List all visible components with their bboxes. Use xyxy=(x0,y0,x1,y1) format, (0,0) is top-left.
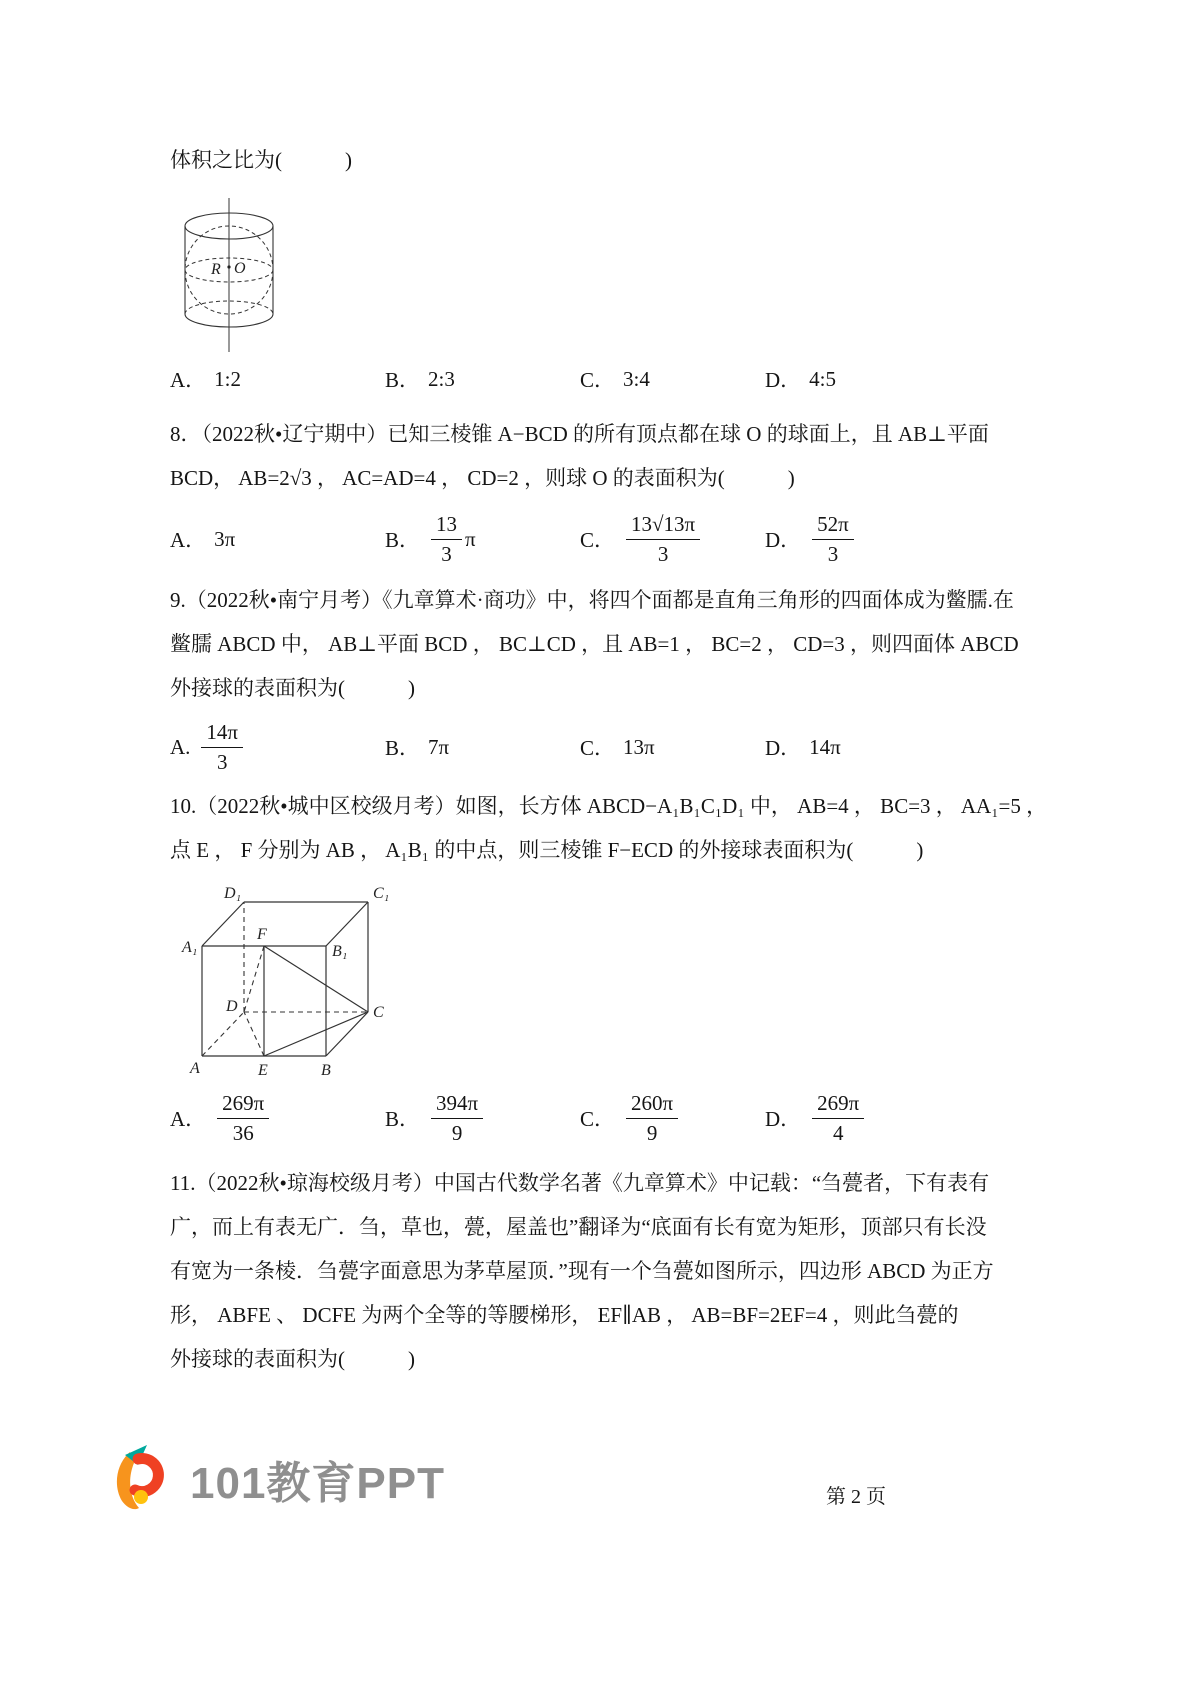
q10-option-a xyxy=(170,1090,385,1146)
vertex-label-c: C xyxy=(373,1004,384,1021)
q10-options xyxy=(170,1081,1040,1155)
fraction-denominator: 3 xyxy=(827,541,839,566)
cylinder-sphere-figure xyxy=(172,196,287,354)
fraction xyxy=(626,1090,678,1146)
q11-line-3: 有宽为一条棱．刍甍字面意思为茅草屋顶．”现有一个刍甍如图所示，四边形 ABCD 为正方 xyxy=(170,1259,994,1283)
q11-line-2: 广，而上有表无广．刍，草也，甍，屋盖也”翻译为“底面有长有宽为矩形，顶部只有长没 xyxy=(170,1215,987,1239)
content xyxy=(170,138,1048,1381)
vertex-label-e: E xyxy=(258,1062,268,1079)
q9-options xyxy=(170,710,1040,784)
q7-options xyxy=(170,356,1040,402)
option-label: B． xyxy=(385,1107,421,1131)
fraction xyxy=(201,719,243,775)
vertex-label-b: B xyxy=(321,1062,331,1079)
q9-option-c xyxy=(580,732,765,762)
option-label: C． xyxy=(580,736,616,760)
fraction-numerator: 13√13π xyxy=(626,511,700,539)
fraction xyxy=(812,1090,864,1146)
q11-line-5: 外接球的表面积为( ) xyxy=(170,1347,415,1371)
option-label: D． xyxy=(765,1107,802,1131)
question-8 xyxy=(170,412,1040,500)
q11-line-1: 11.（2022秋•琼海校级月考）中国古代数学名著《九章算术》中记载：“刍甍者，下有表有 xyxy=(170,1171,990,1195)
q10-option-b xyxy=(385,1090,580,1146)
q7-option-a xyxy=(170,364,385,394)
vertex-label-c1: C₁ xyxy=(373,885,390,902)
vertex-label-b1: B₁ xyxy=(332,943,348,960)
cuboid-figure xyxy=(174,876,414,1081)
option-suffix: π xyxy=(465,526,476,551)
fraction xyxy=(431,511,462,567)
option-label: B． xyxy=(385,736,421,760)
q7-option-c xyxy=(580,364,765,394)
fraction xyxy=(626,511,700,567)
option-label: D． xyxy=(765,736,802,760)
q9-line-1: 9.（2022秋•南宁月考）《九章算术·商功》中，将四个面都是直角三角形的四面体成为鳖臑.在 xyxy=(170,588,1014,612)
question-10 xyxy=(170,784,1048,872)
radius-label: R xyxy=(211,261,221,278)
question-9 xyxy=(170,578,1040,710)
option-label: B． xyxy=(385,368,421,392)
q8-line-2: BCD， AB=2√3 ， AC=AD=4 ， CD=2 ，则球 O 的表面积为( ) xyxy=(170,466,795,490)
vertex-label-a1: A₁ xyxy=(182,939,198,956)
vertex-label-f: F xyxy=(257,926,267,943)
option-value: 2:3 xyxy=(428,366,455,391)
center-dot xyxy=(227,265,230,268)
fraction-denominator: 3 xyxy=(216,749,228,774)
q7-stem-continuation: 体积之比为( ) xyxy=(170,148,352,172)
vertex-label-d1: D₁ xyxy=(224,885,242,902)
option-label: A. xyxy=(170,734,191,759)
q11-line-4: 形， ABFE 、 DCFE 为两个全等的等腰梯形， EF∥AB ， AB=BF=2EF=4 ，则此刍甍的 xyxy=(170,1303,959,1327)
q7-option-b xyxy=(385,364,580,394)
q8-options xyxy=(170,502,1040,576)
option-label: C． xyxy=(580,528,616,552)
fraction-numerator: 269π xyxy=(217,1090,269,1118)
fraction-denominator: 36 xyxy=(232,1120,254,1145)
q9-option-a xyxy=(170,719,385,775)
brand-logo-icon xyxy=(100,1440,178,1518)
option-value: 1:2 xyxy=(214,366,242,391)
fraction-denominator: 3 xyxy=(657,541,669,566)
fraction-numerator: 14π xyxy=(201,719,243,747)
option-label: B． xyxy=(385,528,421,552)
option-label: A． xyxy=(170,1107,207,1131)
question-11 xyxy=(170,1161,1040,1381)
option-value: 3:4 xyxy=(623,366,650,391)
fraction-numerator: 260π xyxy=(626,1090,678,1118)
q7-option-d xyxy=(765,364,1040,394)
fraction xyxy=(217,1090,269,1146)
fraction-numerator: 13 xyxy=(431,511,462,539)
q8-option-b xyxy=(385,511,580,567)
center-label: O xyxy=(234,260,246,277)
q8-line-1: 8．（2022秋•辽宁期中）已知三棱锥 A−BCD 的所有顶点都在球 O 的球面上，且 AB⊥平面 xyxy=(170,422,989,446)
q9-line-2: 鳖臑 ABCD 中， AB⊥平面 BCD ， BC⊥CD ，且 AB=1 ， BC=2 ， CD=3 ，则四面体 ABCD xyxy=(170,632,1019,656)
fraction-denominator: 4 xyxy=(832,1120,844,1145)
footer-logo xyxy=(100,1440,445,1518)
vertex-label-d: D xyxy=(226,998,238,1015)
fraction-numerator: 269π xyxy=(812,1090,864,1118)
q9-option-d xyxy=(765,732,1040,762)
vertex-label-a: A xyxy=(190,1060,200,1077)
option-value: 4:5 xyxy=(809,366,837,391)
q9-option-b xyxy=(385,732,580,762)
brand-logo-text: 101教育PPT xyxy=(190,1459,445,1508)
option-value: 7π xyxy=(428,734,450,759)
option-value: 13π xyxy=(623,734,655,759)
q10-option-c xyxy=(580,1090,765,1146)
option-label: A． xyxy=(170,528,207,552)
q10-option-d xyxy=(765,1090,1040,1146)
fraction-denominator: 9 xyxy=(646,1120,658,1145)
fraction xyxy=(812,511,854,567)
fraction-denominator: 3 xyxy=(441,541,452,566)
q10-line-2: 点 E ， F 分别为 AB ， A₁B₁ 的中点，则三棱锥 F−ECD 的外接球表面积为( ) xyxy=(170,838,924,862)
option-label: D． xyxy=(765,368,802,392)
fraction-numerator: 394π xyxy=(431,1090,483,1118)
q8-option-d xyxy=(765,511,1040,567)
option-label: D． xyxy=(765,528,802,552)
q8-option-a xyxy=(170,524,385,554)
fraction-numerator: 52π xyxy=(812,511,854,539)
q9-line-3: 外接球的表面积为( ) xyxy=(170,676,415,700)
option-label: C． xyxy=(580,1107,616,1131)
page-number: 第 2 页 xyxy=(826,1486,886,1508)
fraction-denominator: 9 xyxy=(451,1120,463,1145)
option-label: C． xyxy=(580,368,616,392)
q10-line-1: 10.（2022秋•城中区校级月考）如图，长方体 ABCD−A₁B₁C₁D₁ 中， AB=4 ， BC=3 ， AA₁=5 ， xyxy=(170,794,1048,818)
option-value: 14π xyxy=(809,734,841,759)
option-value: 3π xyxy=(214,526,236,551)
fraction xyxy=(431,1090,483,1146)
option-label: A． xyxy=(170,368,207,392)
q8-option-c xyxy=(580,511,765,567)
